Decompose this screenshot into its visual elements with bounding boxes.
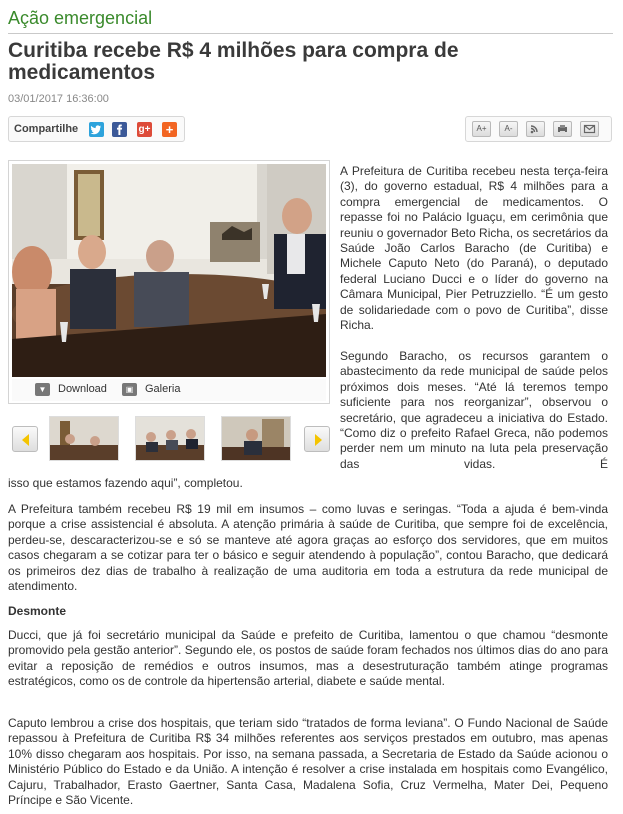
rss-icon[interactable] bbox=[526, 121, 545, 137]
article-paragraph-2-continuation: isso que estamos fazendo aqui”, completou. bbox=[8, 476, 243, 490]
article-paragraph-1: A Prefeitura de Curitiba recebeu nesta terça-feira (3), do governo estadual, R$ 4 milhões para a compra emergencial de medicamentos. O repasse foi no Palácio Iguaçu, em cerimônia que reuniu o governador Beto Richa, os secretários da Saúde João Carlos Baracho (de Curitiba) e Michele Caputo Neto (do Paraná), o deputado federal Luciano Ducci e o líder do governo na Câmara Municipal, Pier Petruzziello. “É um gesto de solidariedade com o povo de Curitiba”, disse Richa. bbox=[340, 164, 608, 333]
photo-viewer bbox=[8, 160, 330, 404]
font-increase-icon[interactable]: A+ bbox=[472, 121, 491, 137]
email-icon[interactable] bbox=[580, 121, 599, 137]
article-headline: Curitiba recebe R$ 4 milhões para compra de medicamentos bbox=[8, 39, 459, 84]
twitter-icon[interactable] bbox=[89, 122, 104, 137]
facebook-icon[interactable] bbox=[112, 122, 127, 137]
chevron-right-icon bbox=[312, 433, 324, 447]
article-photo[interactable] bbox=[12, 164, 326, 377]
article-paragraph-5: Caputo lembrou a crise dos hospitais, que teriam sido “tratados de forma leviana”. O Fundo Nacional de Saúde repassou à Prefeitura de Curitiba R$ 34 milhões referentes aos serviços prestados em outubro, mas apenas 10% disso chegaram aos hospitais. Por isso, na semana passada, a Secretaria de Estado da Saúde acionou o Ministério Público do Estado e da União. A intenção é resolver a crise instalada em hospitais como Evangélico, Cajuru, Trabalhador, Erasto Gaertner, Santa Casa, Madalena Sofia, Cruz Vermelha, Mater Dei, Pequeno Príncipe e São Vicente. bbox=[8, 716, 608, 808]
article-paragraph-3: A Prefeitura também recebeu R$ 19 mil em insumos – como luvas e seringas. “Toda a ajuda é bem-vinda porque a crise assistencial é absoluta. A atenção primária à saúde de Curitiba, que sempre foi de excelência, perdeu-se, descaracterizou-se e só se manteve até agora graças ao esforço dos servidores, que em muitos casos chegaram a se cotizar para ter o básico e seguir atendendo à população”, contou Baracho, que dedicará os primeiros dez dias de trabalho à realização de uma auditoria em toda a estrutura da rede municipal de atendimento. bbox=[8, 502, 608, 594]
thumbnail-1[interactable] bbox=[49, 416, 119, 461]
gallery-button[interactable]: Galeria bbox=[145, 383, 181, 395]
google-plus-icon[interactable]: g+ bbox=[138, 124, 151, 135]
article-date: 03/01/2017 16:36:00 bbox=[8, 93, 109, 105]
gallery-icon[interactable]: ▣ bbox=[122, 383, 137, 396]
download-button[interactable]: Download bbox=[58, 383, 107, 395]
print-icon[interactable] bbox=[553, 121, 572, 137]
section-divider bbox=[8, 33, 613, 34]
chevron-left-icon bbox=[20, 433, 32, 447]
thumbnail-2[interactable] bbox=[135, 416, 205, 461]
section-title: Ação emergencial bbox=[8, 8, 153, 28]
thumbnail-3[interactable] bbox=[221, 416, 291, 461]
article-paragraph-4: Ducci, que já foi secretário municipal da Saúde e prefeito de Curitiba, lamentou o que chamou “desmonte promovido pela gestão anterior”. Segundo ele, os postos de saúde foram fechados nos últimos dias do ano para evitar a reposição de remédios e outros insumos, mas a desestruturação também atinge programas estratégicos, como os de controle da hipertensão arterial, diabete e saúde mental. bbox=[8, 628, 608, 689]
article-subheading: Desmonte bbox=[8, 604, 67, 618]
article-paragraph-2: Segundo Baracho, os recursos garantem o abastecimento da rede municipal de saúde pelos próximos dois meses. “Até lá teremos tempo suficiente para nos reorganizar”, observou o secretário, que agradeceu a iniciativa do Estado. “Como diz o prefeito Rafael Greca, não podemos perder nem um minuto na luta pela preservação das vidas. É bbox=[340, 349, 608, 471]
photo-actions bbox=[12, 379, 326, 401]
share-label: Compartilhe bbox=[14, 123, 79, 135]
download-icon[interactable]: ▼ bbox=[35, 383, 50, 396]
more-share-icon[interactable]: + bbox=[162, 122, 177, 137]
article-tools bbox=[465, 116, 612, 142]
share-bar bbox=[8, 116, 185, 142]
font-decrease-icon[interactable]: A- bbox=[499, 121, 518, 137]
next-photo-button[interactable] bbox=[304, 426, 330, 452]
prev-photo-button[interactable] bbox=[12, 426, 38, 452]
